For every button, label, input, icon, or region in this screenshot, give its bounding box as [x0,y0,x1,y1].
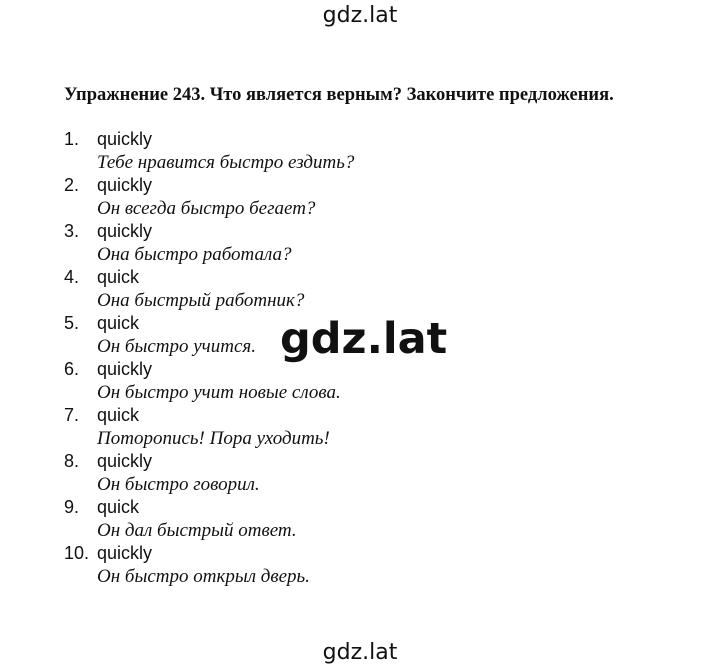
answer-number: 8. [64,451,80,471]
answer-item-1 [64,128,354,174]
answer-item-3 [64,220,354,266]
answer-number: 3. [64,221,80,241]
answer-item-10 [64,542,354,588]
answer-translation: Она быстро работала? [97,244,292,265]
answer-word: quick [97,405,140,425]
answer-word: quickly [97,359,153,379]
answer-number: 1. [64,129,80,149]
answer-translation: Он быстро говорил. [97,474,260,495]
site-label-top: gdz.lat [322,3,398,28]
answer-translation: Поторопись! Пора уходить! [97,428,330,449]
answer-item-7 [64,404,354,450]
answer-number: 6. [64,359,80,379]
answer-line [64,404,354,427]
answer-word: quick [97,497,140,517]
answer-line [64,220,354,243]
answer-translation: Она быстрый работник? [97,290,305,311]
answer-number: 10. [64,543,90,563]
answer-word: quickly [97,129,153,149]
answer-item-8 [64,450,354,496]
answer-item-9 [64,496,354,542]
answer-number: 9. [64,497,80,517]
watermark: gdz.lat [276,311,451,367]
answer-line [64,542,354,565]
answer-number: 7. [64,405,80,425]
answer-word: quickly [97,451,153,471]
answer-translation: Он всегда быстро бегает? [97,198,316,219]
answer-line [64,128,354,151]
answer-translation: Он быстро открыл дверь. [97,566,310,587]
exercise-heading: Упражнение 243. Что является верным? Закончите предложения. [64,85,614,105]
answer-item-2 [64,174,354,220]
answer-line [64,266,354,289]
answer-word: quick [97,313,140,333]
site-label-bottom: gdz.lat [322,640,398,665]
answer-number: 5. [64,313,80,333]
answer-translation: Он быстро учит новые слова. [97,382,341,403]
answer-translation: Он дал быстрый ответ. [97,520,297,541]
answer-word: quick [97,267,140,287]
answer-item-4 [64,266,354,312]
answer-translation: Он быстро учится. [97,336,256,357]
answer-word: quickly [97,543,153,563]
answer-translation: Тебе нравится быстро ездить? [97,152,355,173]
answer-word: quickly [97,175,153,195]
answer-line [64,450,354,473]
answer-word: quickly [97,221,153,241]
answer-line [64,496,354,519]
answer-number: 4. [64,267,80,287]
answer-number: 2. [64,175,80,195]
answer-line [64,174,354,197]
